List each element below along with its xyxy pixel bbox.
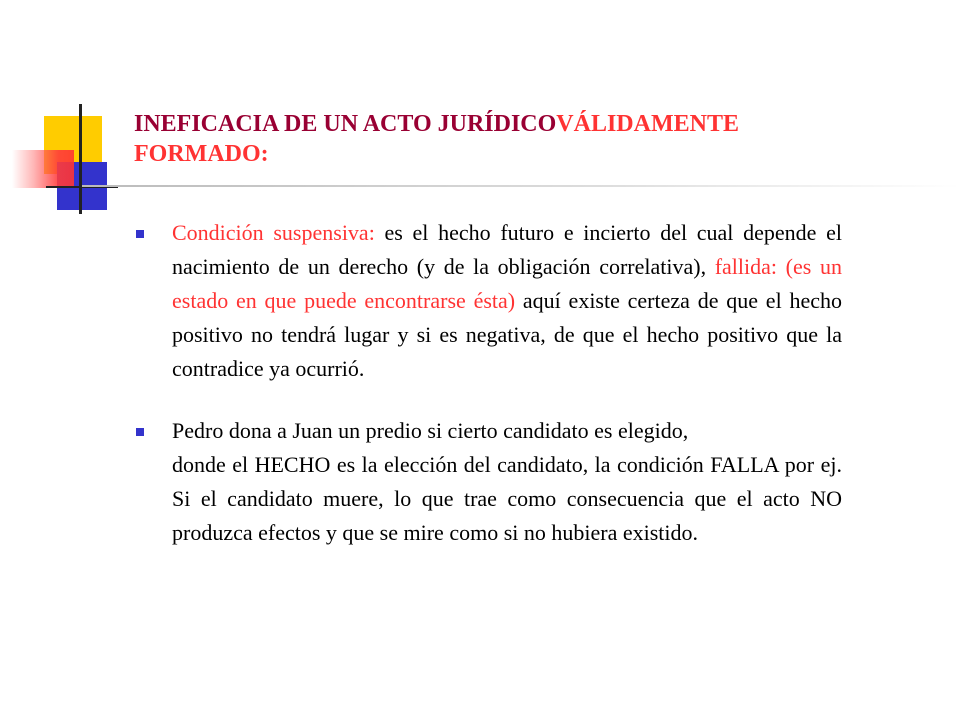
title-part-1: INEFICACIA DE UN ACTO JURÍDICO <box>134 111 557 137</box>
bullet-text-ejemplo: Pedro dona a Juan un predio si cierto candidato es elegido, <box>172 418 689 443</box>
term-condicion-suspensiva: Condición suspensiva: <box>172 220 375 245</box>
title-part-2: VÁLIDAMENTE <box>556 111 739 137</box>
continuation-paragraph-wrap <box>132 448 842 550</box>
definition-text: es el hecho futuro e incierto del cual depende el nacimiento de un derecho (y de la obligación correlativa), <box>172 220 842 279</box>
fallida-text: aquí existe certeza de que el hecho positivo no tendrá lugar y si es negativa, de que el hecho positivo que la contradice ya ocurrió. <box>172 288 842 381</box>
continuation-paragraph: donde el HECHO es la elección del candidato, la condición FALLA por ej. Si el candidato muere, lo que trae como consecuencia que el acto NO produzca efectos y que se mire como si no hubiera existido. <box>172 452 842 545</box>
decor-red-gradient-bar <box>12 150 74 188</box>
decor-vertical-line <box>79 104 82 214</box>
bullet-square-icon <box>136 230 144 238</box>
slide-body <box>132 216 842 550</box>
slide-title <box>134 109 874 169</box>
bullet-text-condicion <box>172 216 842 386</box>
bullet-item-ejemplo <box>132 414 842 448</box>
bullet-square-icon <box>136 428 144 436</box>
title-underline-rule <box>82 185 960 187</box>
term-fallida: fallida: (es un estado en que puede encontrarse ésta) <box>172 254 842 313</box>
bullet-item-condicion <box>132 216 842 386</box>
title-part-3: FORMADO: <box>134 141 269 167</box>
